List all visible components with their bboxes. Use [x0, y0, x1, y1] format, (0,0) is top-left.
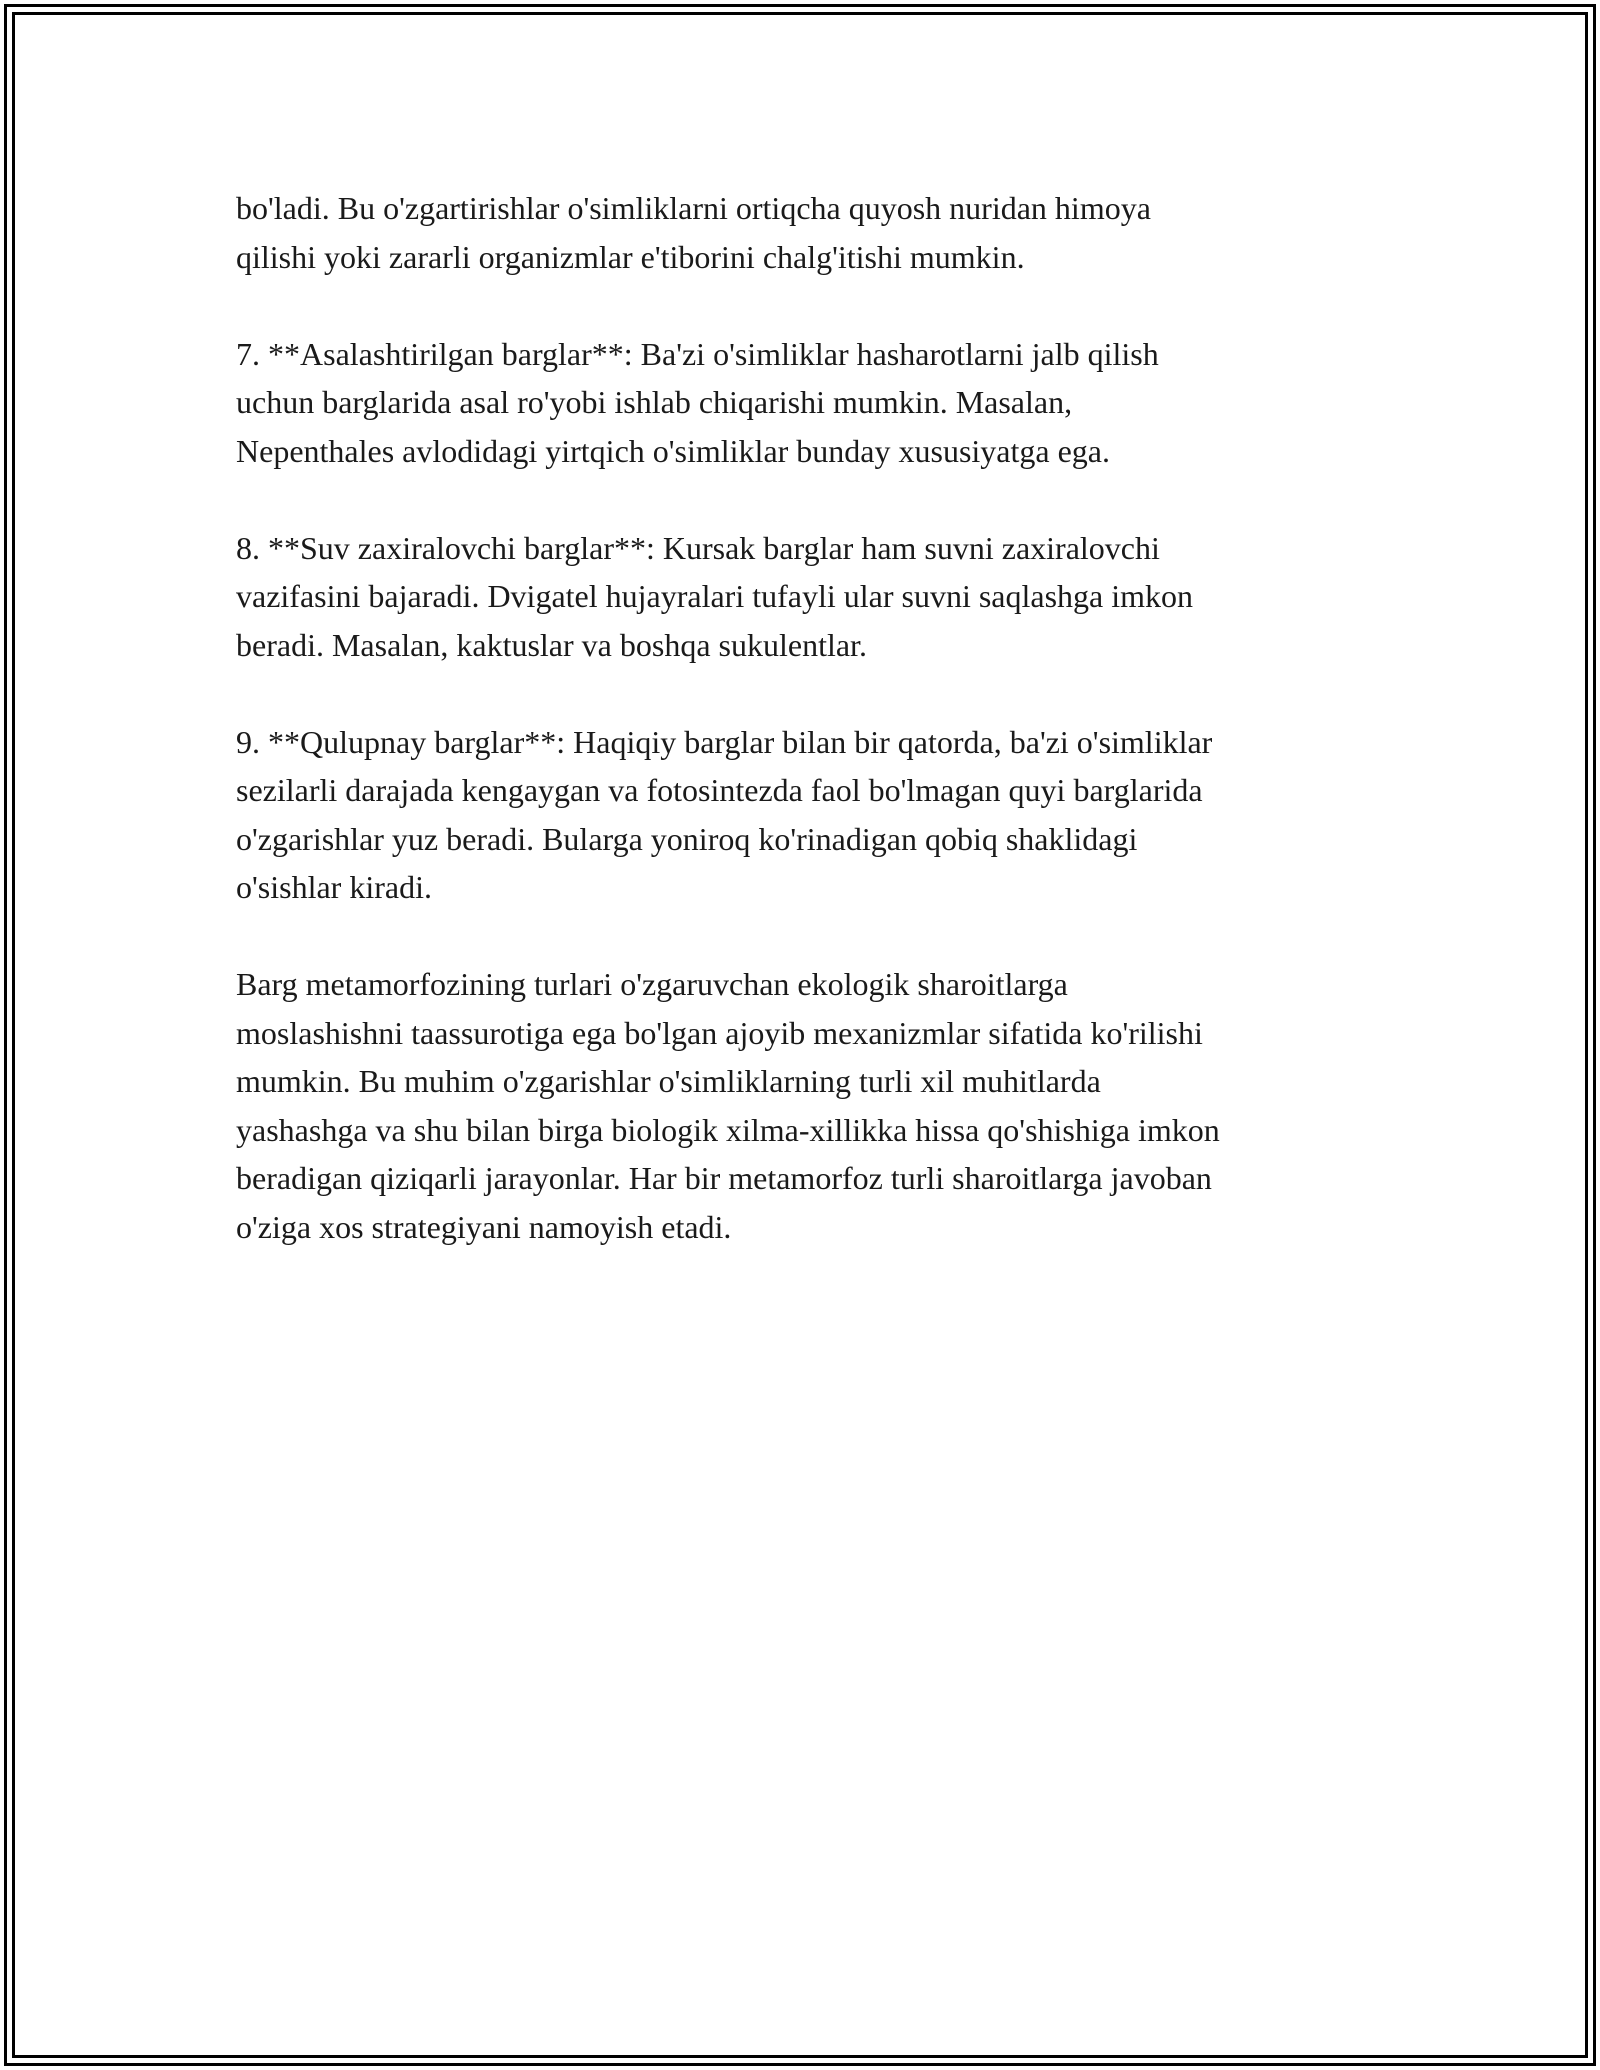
text-line: qilishi yoki zararli organizmlar e'tiborini chalg'itishi mumkin. [236, 238, 1025, 275]
text-line: 7. **Asalashtirilgan barglar**: Ba'zi o'simliklar hasharotlarni jalb qilish [236, 335, 1159, 372]
text-line: o'ziga xos strategiyani namoyish etadi. [236, 1208, 732, 1245]
text-line: moslashishni taassurotiga ega bo'lgan ajoyib mexanizmlar sifatida ko'rilishi [236, 1014, 1203, 1051]
text-line: o'zgarishlar yuz beradi. Bularga yoniroq ko'rinadigan qobiq shaklidagi [236, 820, 1138, 857]
text-line: mumkin. Bu muhim o'zgarishlar o'simliklarning turli xil muhitlarda [236, 1063, 1101, 1099]
text-line: o'sishlar kiradi. [236, 869, 432, 905]
paragraph-item-9 [236, 718, 1386, 912]
text-line: bo'ladi. Bu o'zgartirishlar o'simliklarni ortiqcha quyosh nuridan himoya [236, 190, 1151, 226]
text-line: 8. **Suv zaxiralovchi barglar**: Kursak barglar ham suvni zaxiralovchi [236, 529, 1160, 566]
paragraph-item-8 [236, 524, 1386, 670]
text-line: beradigan qiziqarli jarayonlar. Har bir metamorfoz turli sharoitlarga javoban [236, 1160, 1212, 1196]
text-line: 9. **Qulupnay barglar**: Haqiqiy barglar bilan bir qatorda, ba'zi o'simliklar [236, 723, 1213, 760]
paragraph-item-7 [236, 330, 1386, 476]
text-line: vazifasini bajaradi. Dvigatel hujayralari tufayli ular suvni saqlashga imkon [236, 578, 1194, 614]
text-line: yashashga va shu bilan birga biologik xilma-xillikka hissa qo'shishiga imkon [236, 1111, 1220, 1148]
document-body [236, 184, 1386, 1300]
text-line: Barg metamorfozining turlari o'zgaruvchan ekologik sharoitlarga [236, 966, 1068, 1002]
text-line: Nepenthales avlodidagi yirtqich o'simliklar bunday xususiyatga ega. [236, 432, 1110, 469]
paragraph-continuation [236, 184, 1386, 281]
paragraph-conclusion [236, 960, 1386, 1251]
text-line: sezilarli darajada kengaygan va fotosintezda faol bo'lmagan quyi barglarida [236, 772, 1203, 808]
text-line: beradi. Masalan, kaktuslar va boshqa sukulentlar. [236, 626, 867, 663]
text-line: uchun barglarida asal ro'yobi ishlab chiqarishi mumkin. Masalan, [236, 384, 1073, 420]
